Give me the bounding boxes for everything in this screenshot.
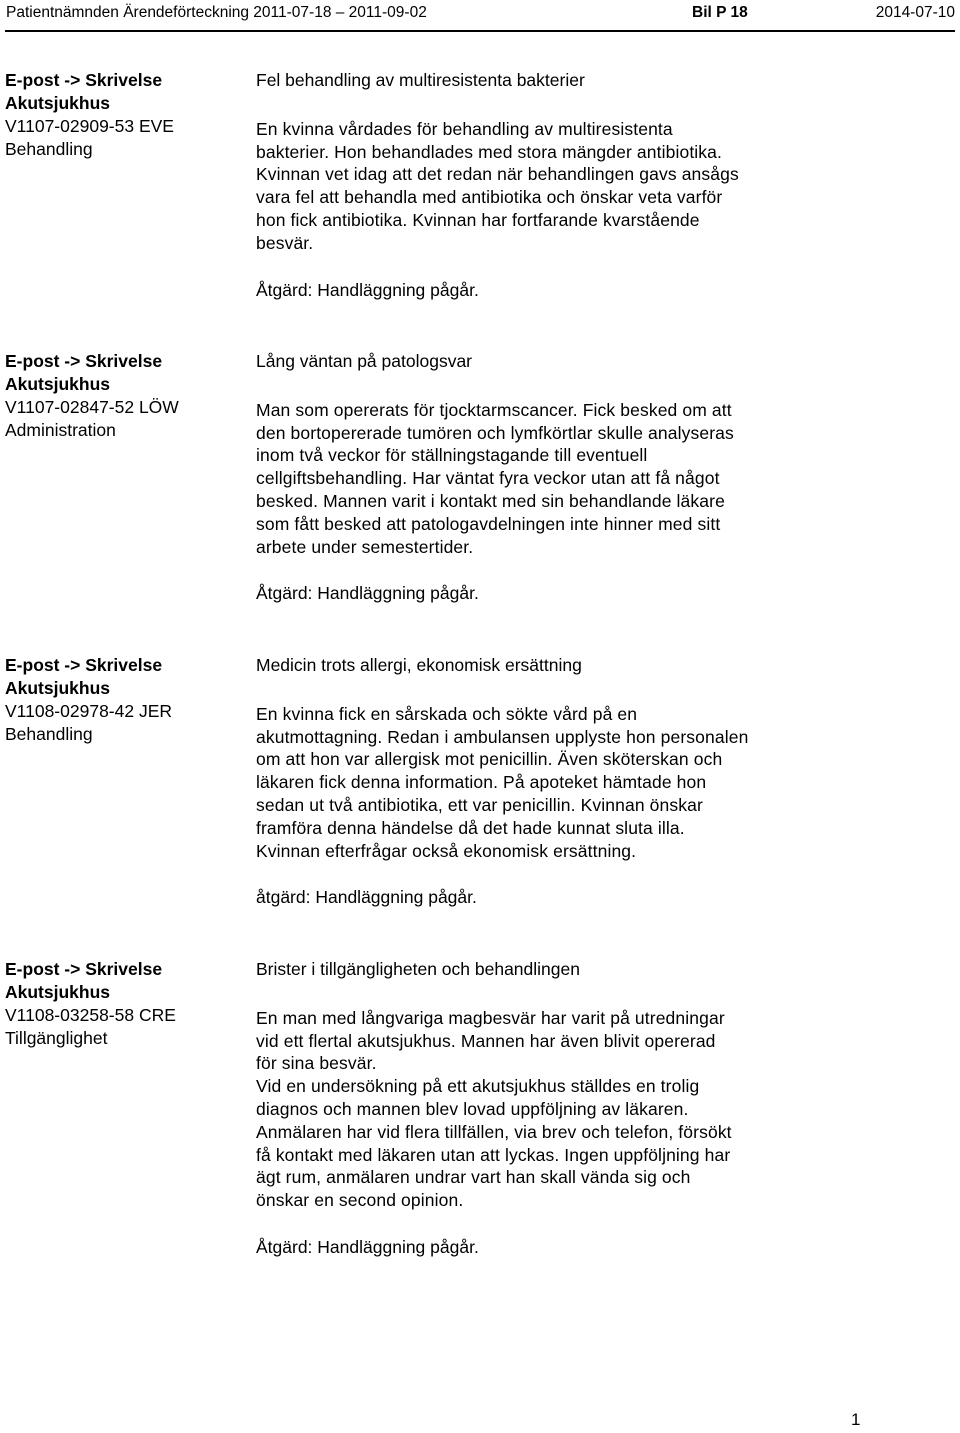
case-description: Man som opererats för tjocktarmscancer. Fick besked om att den bortopererade tumören och lymfkörtlar skulle analyseras inom två veckor för ställningstagande till eventuell cellgiftsbehandling. Har väntat fyra veckor utan att få något besked. Mannen varit i kontakt med sin behandlande läkare som fått besked att patologavdelningen inte hinner med sitt arbete under semestertider. xyxy=(256,399,734,557)
case-action: Åtgärd: Handläggning pågår. xyxy=(256,1236,479,1257)
case-number: V1108-03258-58 CRE xyxy=(5,1005,176,1025)
case-title: Medicin trots allergi, ekonomisk ersättning xyxy=(256,655,582,675)
header-attachment-label: Bil P 18 xyxy=(692,4,748,21)
case-unit: Akutsjukhus xyxy=(5,678,111,698)
case-category: Administration xyxy=(5,420,116,440)
case-unit: Akutsjukhus xyxy=(5,93,111,113)
case-title: Lång väntan på patologsvar xyxy=(256,351,472,371)
case-action: Åtgärd: Handläggning pågår. xyxy=(256,279,479,300)
page-header xyxy=(5,0,955,32)
case-action: Åtgärd: Handläggning pågår. xyxy=(256,583,479,604)
case-meta xyxy=(5,958,250,1050)
case-type: E-post -> Skrivelse xyxy=(5,959,163,979)
case-category: Behandling xyxy=(5,139,93,159)
case-action: åtgärd: Handläggning pågår. xyxy=(256,887,477,908)
case-title: Brister i tillgängligheten och behandlingen xyxy=(256,959,580,979)
case-type: E-post -> Skrivelse xyxy=(5,351,163,371)
case-meta xyxy=(5,350,250,442)
case-type: E-post -> Skrivelse xyxy=(5,70,163,90)
case-meta xyxy=(5,69,250,161)
case-number: V1107-02847-52 LÖW xyxy=(5,397,179,417)
case-unit: Akutsjukhus xyxy=(5,374,111,394)
case-type: E-post -> Skrivelse xyxy=(5,655,163,675)
case-category: Behandling xyxy=(5,724,93,744)
case-number: V1108-02978-42 JER xyxy=(5,701,173,721)
case-content xyxy=(256,69,860,301)
case-title: Fel behandling av multiresistenta bakterier xyxy=(256,70,585,90)
case-description: En man med långvariga magbesvär har varit på utredningar vid ett flertal akutsjukhus. Mannen har även blivit opererad för sina besvär. Vid en undersökning på ett akutsjukhus ställdes en trolig diagnos och mannen blev lovad uppföljning av läkaren. Anmälaren har vid flera tillfällen, via brev och telefon, försökt få kontakt med läkaren utan att lyckas. Ingen uppföljning har ägt rum, anmälaren undrar vart han skall vända sig och önskar en second opinion. xyxy=(256,1007,732,1211)
case-category: Tillgänglighet xyxy=(5,1028,108,1048)
case-unit: Akutsjukhus xyxy=(5,982,111,1002)
page-number: 1 xyxy=(851,1410,861,1429)
case-description: En kvinna fick en sårskada och sökte vård på en akutmottagning. Redan i ambulansen upplyste hon personalen om att hon var allergisk mot penicillin. Även sköterskan och läkaren fick denna information. På apoteket hämtade hon sedan ut två antibiotika, ett var penicillin. Kvinnan önskar framföra denna händelse då det hade kunnat sluta illa. Kvinnan efterfrågar också ekonomisk ersättning. xyxy=(256,703,749,861)
case-meta xyxy=(5,654,250,746)
case-content xyxy=(256,958,860,1259)
case-description: En kvinna vårdades för behandling av multiresistenta bakterier. Hon behandlades med stora mängder antibiotika. Kvinnan vet idag att det redan när behandlingen gavs ansågs vara fel att behandla med antibiotika och önskar veta varför hon fick antibiotika. Kvinnan har fortfarande kvarstående besvär. xyxy=(256,118,739,253)
case-number: V1107-02909-53 EVE xyxy=(5,116,174,136)
header-date: 2014-07-10 xyxy=(875,4,955,21)
header-title: Patientnämnden Ärendeförteckning 2011-07-18 – 2011-09-02 xyxy=(6,4,427,21)
case-content xyxy=(256,654,860,909)
case-content xyxy=(256,350,860,605)
